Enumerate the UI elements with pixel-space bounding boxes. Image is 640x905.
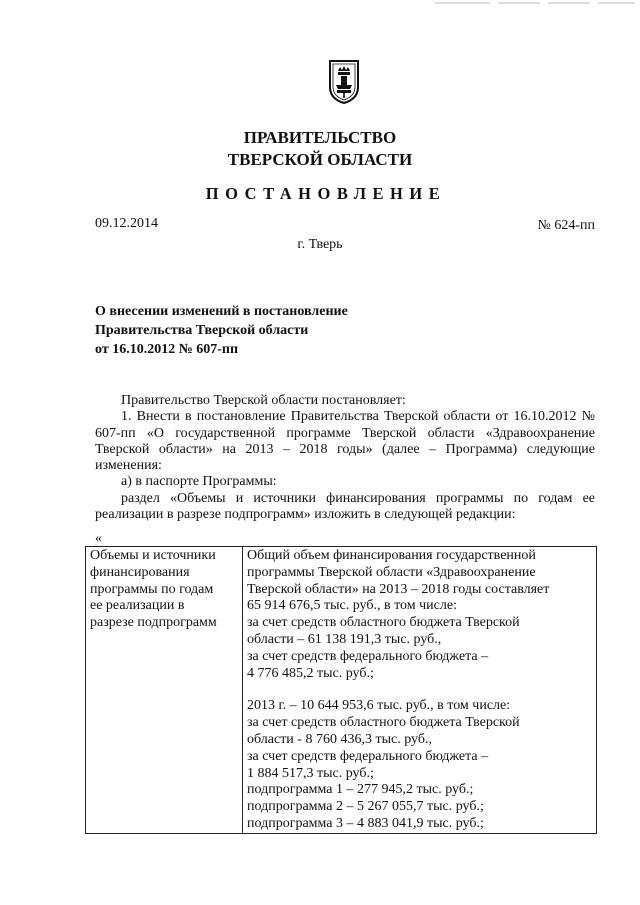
value-line: подпрограмма 2 – 5 267 055,7 тыс. руб.; [247, 799, 484, 815]
scan-marks [430, 0, 640, 8]
label-line: Объемы и источники [90, 548, 216, 563]
subject-line2: Правительства Тверской области [95, 323, 309, 338]
value-line: за счет средств федерального бюджета – [247, 648, 489, 664]
label-line: разрезе подпрограмм [90, 615, 217, 631]
subject-line1: О внесении изменений в постановление [95, 304, 348, 319]
value-line: за счет средств федерального бюджета – [247, 748, 489, 764]
document-type: ПОСТАНОВЛЕНИЕ [205, 184, 447, 203]
subject-line3: от 16.10.2012 № 607-пп [95, 342, 239, 357]
value-line: Тверской области» на 2013 – 2018 годы составляет [247, 581, 550, 597]
table-cell-value [243, 547, 597, 834]
value-line: 2013 г. – 10 644 953,6 тыс. руб., в том числе: [247, 698, 511, 714]
value-line: области - 8 760 436,3 тыс. руб., [247, 731, 432, 747]
value-line: за счет средств областного бюджета Тверской [247, 615, 520, 631]
document-city: г. Тверь [297, 237, 343, 252]
label-line: программы по годам [90, 581, 214, 597]
value-line: 65 914 676,5 тыс. руб., в том числе: [247, 598, 457, 614]
document-date: 09.12.2014 [95, 216, 158, 231]
financing-table [85, 546, 597, 834]
label-line: финансирования [90, 564, 190, 580]
document-body [95, 393, 595, 523]
coat-of-arms-emblem [327, 57, 361, 105]
value-line: программы Тверской области «Здравоохранение [247, 564, 536, 580]
intro-paragraph: Правительство Тверской области постановляет: [121, 393, 406, 408]
value-line: области – 61 138 191,3 тыс. руб., [247, 631, 442, 647]
table-row [86, 547, 597, 834]
value-line: подпрограмма 3 – 4 883 041,9 тыс. руб.; [247, 815, 484, 831]
block-gap [247, 682, 592, 698]
value-line: 1 884 517,3 тыс. руб.; [247, 765, 374, 781]
item-1-paragraph: 1. Внести в постановление Правительства Тверской области от 16.10.2012 № 607-пп «О государственной программе Тверской области «Здравоохранение Тверской области» на 2013 – 2018 годы» (далее – Программа) следующие изменения: [95, 409, 595, 474]
item-1a-paragraph: а) в паспорте Программы: [121, 474, 277, 490]
value-line: Общий объем финансирования государственной [247, 548, 536, 563]
government-name-line2: ТВЕРСКОЙ ОБЛАСТИ [227, 150, 413, 169]
section-paragraph: раздел «Объемы и источники финансирования программы по годам ее реализации в разрезе подпрограмм» изложить в следующей редакции: [95, 490, 595, 523]
label-line: ее реализации в [90, 598, 185, 614]
government-name-line1: ПРАВИТЕЛЬСТВО [243, 128, 397, 147]
value-line: подпрограмма 1 – 277 945,2 тыс. руб.; [247, 782, 474, 798]
document-number: № 624-пп [537, 218, 595, 233]
table-cell-label [86, 547, 243, 834]
document-subject [95, 302, 425, 359]
government-name [0, 127, 640, 171]
value-line: за счет средств областного бюджета Тверской [247, 715, 520, 731]
open-quote: « [95, 531, 102, 546]
value-line: 4 776 485,2 тыс. руб.; [247, 665, 374, 681]
